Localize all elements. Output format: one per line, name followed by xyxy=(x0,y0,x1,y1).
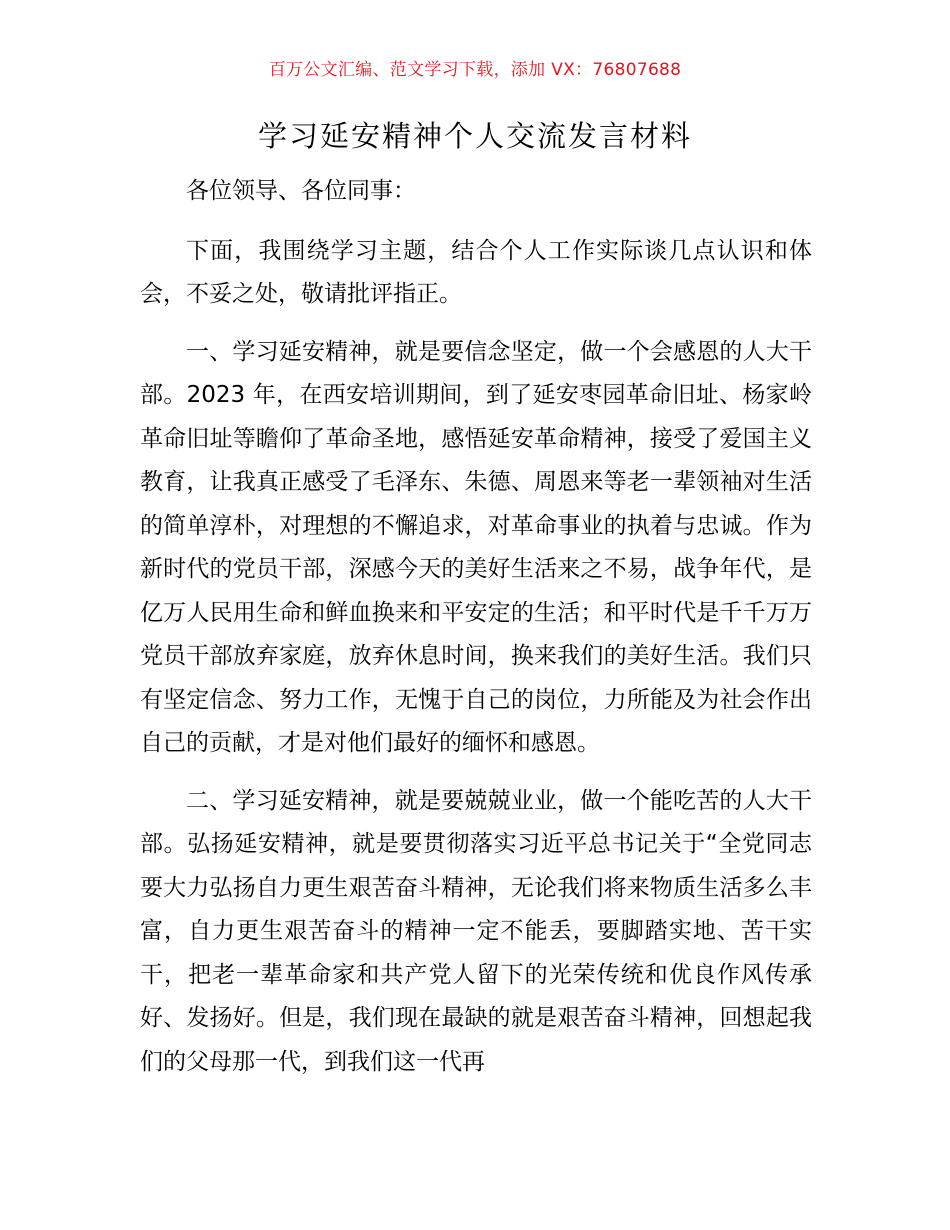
watermark-header: 百万公文汇编、范文学习下载，添加 VX：76807688 xyxy=(268,60,682,80)
paragraph-section-one: 一、学习延安精神，就是要信念坚定，做一个会感恩的人大干部。2023 年，在西安培训期间，到了延安枣园革命旧址、杨家岭革命旧址等瞻仰了革命圣地，感悟延安革命精神，接受了爱国主义教育，让我真正感受了毛泽东、朱德、周恩来等老一辈领袖对生活的简单淳朴，对理想的不懈追求，对革命事业的执着与忠诚。作为新时代的党员干部，深感今天的美好生活来之不易，战争年代，是亿万人民用生命和鲜血换来和平安定的生活；和平时代是千千万万党员干部放弃家庭，放弃休息时间，换来我们的美好生活。我们只有坚定信念、努力工作，无愧于自己的岗位，力所能及为社会作出自己的贡献，才是对他们最好的缅怀和感恩。 xyxy=(140,338,812,756)
document-title: 学习延安精神个人交流发言材料 xyxy=(257,119,692,153)
paragraph-section-two: 二、学习延安精神，就是要兢兢业业，做一个能吃苦的人大干部。弘扬延安精神，就是要贯彻落实习近平总书记关于“全党同志要大力弘扬自力更生艰苦奋斗精神，无论我们将来物质生活多么丰富，自力更生艰苦奋斗的精神一定不能丢，要脚踏实地、苦干实干，把老一辈革命家和共产党人留下的光荣传统和优良作风传承好、发扬好。但是，我们现在最缺的就是艰苦奋斗精神，回想起我们的父母那一代，到我们这一代再 xyxy=(140,787,812,1075)
document-body xyxy=(140,170,812,1098)
salutation: 各位领导、各位同事： xyxy=(186,178,416,204)
paragraph-intro: 下面，我围绕学习主题，结合个人工作实际谈几点认识和体会，不妥之处，敬请批评指正。 xyxy=(140,237,812,307)
